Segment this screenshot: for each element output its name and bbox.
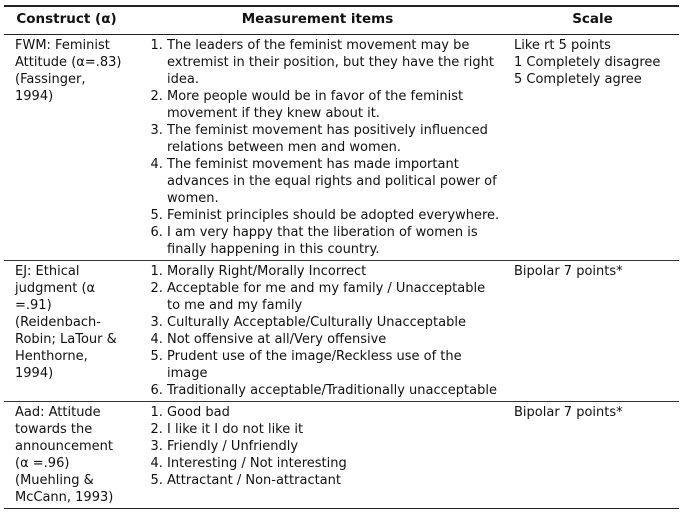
scale-text: Like rt 5 points: [514, 38, 611, 53]
scale-text: 1 Completely disagree: [514, 55, 661, 70]
scale-text: Bipolar 7 points*: [514, 264, 623, 279]
list-item: 6. Traditionally acceptable/Traditionally unacceptable: [167, 382, 502, 399]
list-item: 2. Acceptable for me and my family / Unacceptable to me and my family: [167, 280, 502, 314]
list-item: 4. Interesting / Not interesting: [167, 455, 502, 472]
scale-text: 5 Completely agree: [514, 72, 642, 87]
list-item: 2. I like it I do not like it: [167, 421, 502, 438]
items-list: [145, 263, 502, 399]
items-cell: [129, 402, 506, 509]
items-cell: [129, 35, 506, 261]
scale-cell: [506, 402, 679, 509]
measurement-table: [4, 5, 679, 509]
construct-cell: EJ: Ethical judgment (α =.91) (Reidenbach-Robin; LaTour & Henthorne, 1994): [4, 261, 129, 402]
list-item: 3. The feminist movement has positively influenced relations between men and women.: [167, 122, 502, 156]
list-item: 5. Prudent use of the image/Reckless use of the image: [167, 348, 502, 382]
list-item: 5. Attractant / Non-attractant: [167, 472, 502, 489]
construct-cell: FWM: Feminist Attitude (α=.83) (Fassinger, 1994): [4, 35, 129, 261]
list-item: 5. Feminist principles should be adopted everywhere.: [167, 207, 502, 224]
table-row: [4, 261, 679, 402]
list-item: 3. Friendly / Unfriendly: [167, 438, 502, 455]
construct-cell: Aad: Attitude towards the announcement (α =.96) (Muehling & McCann, 1993): [4, 402, 129, 509]
scale-text: Bipolar 7 points*: [514, 405, 623, 420]
scale-cell: [506, 35, 679, 261]
header-scale: Scale: [506, 6, 679, 35]
scale-cell: [506, 261, 679, 402]
measurement-table-container: [4, 5, 679, 509]
table-header-row: [4, 6, 679, 35]
list-item: 1. Morally Right/Morally Incorrect: [167, 263, 502, 280]
items-list: [145, 37, 502, 258]
table-row: [4, 35, 679, 261]
list-item: 1. The leaders of the feminist movement may be extremist in their position, but they have the right idea.: [167, 37, 502, 88]
header-measurement-items: Measurement items: [129, 6, 506, 35]
list-item: 4. Not offensive at all/Very offensive: [167, 331, 502, 348]
header-construct: Construct (α): [4, 6, 129, 35]
items-cell: [129, 261, 506, 402]
list-item: 4. The feminist movement has made important advances in the equal rights and political power of women.: [167, 156, 502, 207]
list-item: 1. Good bad: [167, 404, 502, 421]
items-list: [145, 404, 502, 489]
list-item: 3. Culturally Acceptable/Culturally Unacceptable: [167, 314, 502, 331]
table-row: [4, 402, 679, 509]
list-item: 6. I am very happy that the liberation of women is finally happening in this country.: [167, 224, 502, 258]
list-item: 2. More people would be in favor of the feminist movement if they knew about it.: [167, 88, 502, 122]
